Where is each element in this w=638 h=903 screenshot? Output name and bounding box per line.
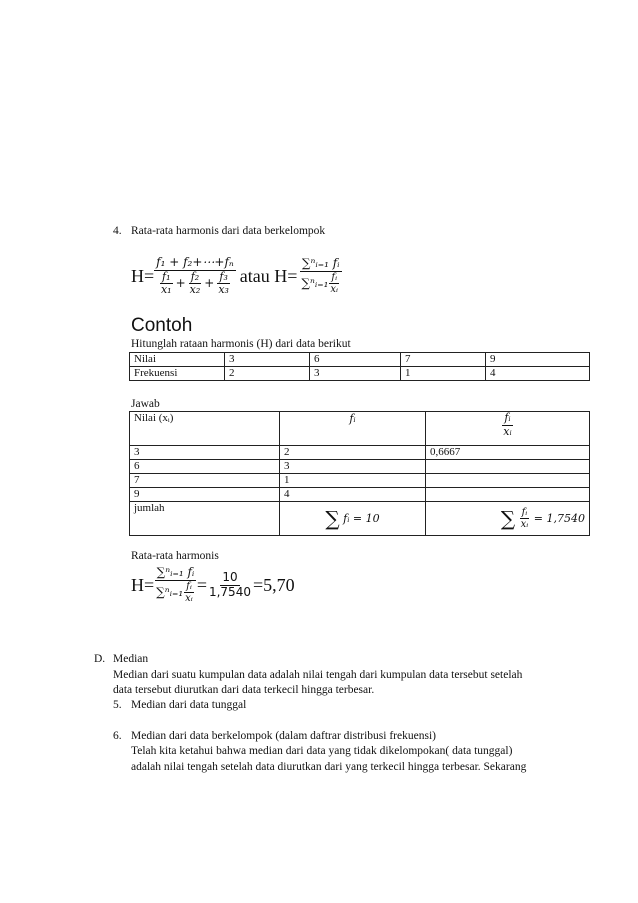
result-value: =5,70 — [252, 574, 295, 595]
den-term-1: $\frac{\text{f₁}}{\text{x₁}}$ — [160, 269, 172, 297]
section-title: Rata-rata harmonis dari data berkelompok — [131, 225, 326, 237]
list-item: Median dari data berkelompok (dalam daftrar distribusi frekuensi) — [131, 730, 436, 742]
sum-numerator: ∑ⁿᵢ₌₁ fᵢ — [301, 256, 340, 271]
table-header-row: Nilai (xᵢ) fᵢ $\frac{\text{fᵢ}}{\text{xᵢ}}$ — [130, 412, 590, 446]
formula-lhs: H= — [131, 266, 155, 287]
example-heading: Contoh — [131, 315, 193, 336]
result-formula: H= ∑ⁿᵢ₌₁ fᵢ ∑ⁿᵢ₌₁ $\frac{\text{fᵢ}}{\text{xᵢ}}$ = $\frac{10}{1,7540}$ =5,70 — [131, 565, 295, 605]
sum-f-cell: ∑ fᵢ = 10 — [280, 502, 426, 536]
formula-fraction — [154, 256, 236, 297]
table-row: 7 1 — [130, 474, 590, 488]
paragraph: adalah nilai tengah setelah data diurutkan dari yang terkecil hingga terbesar. Sekarang — [131, 761, 527, 773]
total-label: jumlah — [130, 502, 280, 536]
harmonic-formula — [131, 256, 342, 297]
table-total-row — [130, 502, 590, 536]
den-term-2: $\frac{\text{f₂}}{\text{x₂}}$ — [189, 269, 201, 297]
table-row: 3 2 0,6667 — [130, 446, 590, 460]
table-row: Nilai 3 6 7 9 — [130, 353, 590, 367]
table-row: 6 3 — [130, 460, 590, 474]
data-table — [129, 352, 590, 381]
den-term-3: $\frac{\text{f₃}}{\text{x₃}}$ — [218, 269, 229, 297]
paragraph: data tersebut diurutkan dari data terkecil hingga terbesar. — [113, 684, 375, 696]
item-number: 4. — [113, 225, 122, 237]
table-row: 9 4 — [130, 488, 590, 502]
paragraph: Telah kita ketahui bahwa median dari data yang tidak dikelompokan( data tunggal) — [131, 745, 513, 757]
section-title: Median — [113, 653, 149, 665]
list-item: Median dari data tunggal — [131, 699, 247, 711]
formula-sum-fraction — [299, 257, 342, 296]
formula-or: atau H= — [239, 266, 298, 287]
answer-label: Jawab — [131, 398, 160, 410]
formula-denominator: $\frac{\text{f₁}}{\text{x₁}}$ + $\frac{\text{f₂}}{\text{x₂}}$ + $\frac{\text{f₃}}{\text{x₃}}$ — [160, 269, 229, 297]
item-number: 6. — [113, 730, 122, 742]
sum-denominator: ∑ⁿᵢ₌₁ $\frac{\text{fᵢ}}{\text{xᵢ}}$ — [301, 271, 339, 296]
result-label: Rata-rata harmonis — [131, 550, 219, 562]
item-number: 5. — [113, 699, 122, 711]
sum-fx-cell: ∑ $\frac{\text{fᵢ}}{\text{xᵢ}}$ = 1,7540 — [426, 502, 590, 536]
formula-numerator: f₁ + f₂+⋯+fₙ — [156, 255, 234, 269]
table-row: Frekuensi 2 3 1 4 — [130, 367, 590, 381]
answer-table — [129, 411, 590, 536]
example-intro: Hitunglah rataan harmonis (H) dari data berikut — [131, 338, 351, 350]
paragraph: Median dari suatu kumpulan data adalah nilai tengah dari kumpulan data tersebut setelah — [113, 669, 523, 681]
section-letter: D. — [94, 653, 106, 665]
